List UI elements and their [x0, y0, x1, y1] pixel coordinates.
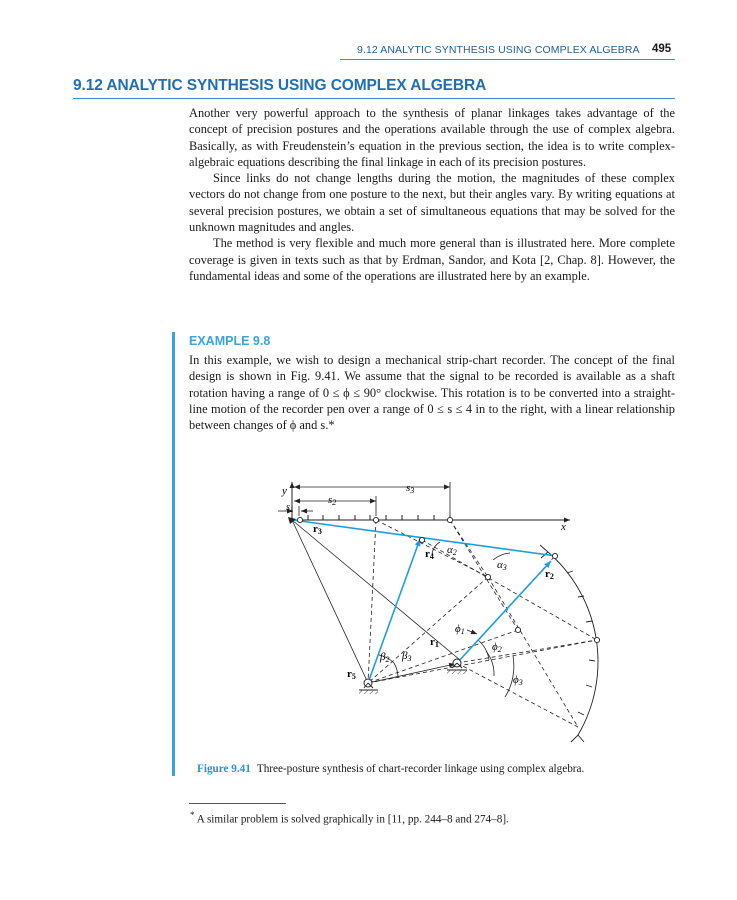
phi1-arrow [467, 630, 477, 634]
arc-end-mark [571, 735, 584, 742]
alpha2-label: α2 [447, 544, 457, 557]
section-heading: 9.12 ANALYTIC SYNTHESIS USING COMPLEX ALGEBRA [73, 77, 487, 94]
r2-label: r2 [545, 568, 554, 581]
beta2-label: β2 [380, 651, 390, 664]
arc-end-mark [540, 545, 548, 558]
joint-markers [297, 517, 599, 642]
phi2-arc [486, 651, 494, 676]
running-head-title: 9.12 ANALYTIC SYNTHESIS USING COMPLEX ALGEBRA [357, 44, 640, 56]
s3-label: s3 [406, 482, 415, 495]
beta3-label: β3 [402, 650, 412, 663]
page-number: 495 [652, 43, 672, 55]
figure-caption [197, 763, 584, 775]
beta3-arc [394, 663, 398, 678]
footnote-rule [189, 803, 286, 804]
paragraph: Since links do not change lengths during the motion, the magnitudes of these complex vectors do not change from one posture to the next, but their angles vary. By writing equations at several precision postures, we obtain a set of simultaneous equations that may be solved for the unknown magnitudes and angles. [189, 171, 675, 235]
x-axis-ticks [308, 515, 450, 520]
s1-label: $s_1$ [286, 502, 294, 514]
phi1-label: ϕ1 [455, 623, 465, 636]
example-label: EXAMPLE 9.8 [189, 334, 271, 348]
phi3-label: ϕ3 [513, 674, 523, 687]
figure-caption-text: Three-posture synthesis of chart-recorder linkage using complex algebra. [256, 763, 585, 775]
link-r4 [368, 539, 420, 683]
r1-label: r1 [430, 636, 439, 649]
example-paragraph: In this example, we wish to design a mechanical strip-chart recorder. The concept of the final design is shown in Fig. 9.41. We assume that the signal to be recorded is available as a shaft rotation having a range of 0 ≤ ϕ ≤ 90° clockwise. This rotation is to be converted into a straight-line motion of the recorder pen over a range of 0 ≤ s ≤ 4 in to the right, with a linear relationship between changes of ϕ and s.* [189, 353, 675, 433]
footnote-marker: * [190, 810, 195, 820]
x-axis-label: x [561, 521, 566, 533]
phi1-arc [478, 640, 489, 660]
r5-label: r5 [347, 668, 356, 681]
link-r2-crank [457, 561, 551, 663]
alpha3-label: α3 [497, 559, 507, 572]
r3-label: r3 [313, 523, 322, 536]
footnote [190, 810, 509, 826]
r4-label: r4 [425, 548, 434, 561]
s2-label: s2 [328, 494, 337, 507]
paragraph: Another very powerful approach to the synthesis of planar linkages takes advantage of the concept of precision postures and the operations available through the use of complex algebra. Basically, as with Freudenstein’s equation in the previous section, the idea is to write complex-algebraic equations describing the final linkage in each of its precision postures. [189, 106, 675, 169]
phi2-label: ϕ2 [492, 641, 502, 654]
dashed-construction-lines [368, 520, 597, 727]
paragraph: The method is very flexible and much more general than is illustrated here. More complete coverage is given in texts such as that by Erdman, Sandor, and Kota [2, Chap. 8]. However, the fundamental ideas and some of the operations are illustrated here by an example. [189, 236, 675, 283]
figure-caption-label: Figure 9.41 [197, 763, 251, 775]
footnote-text: A similar problem is solved graphically in [11, pp. 244–8 and 274–8]. [196, 813, 509, 826]
construction-line [292, 520, 368, 683]
y-axis-label: y [282, 485, 287, 497]
crank-arc [548, 552, 598, 735]
link-r1 [368, 664, 455, 683]
